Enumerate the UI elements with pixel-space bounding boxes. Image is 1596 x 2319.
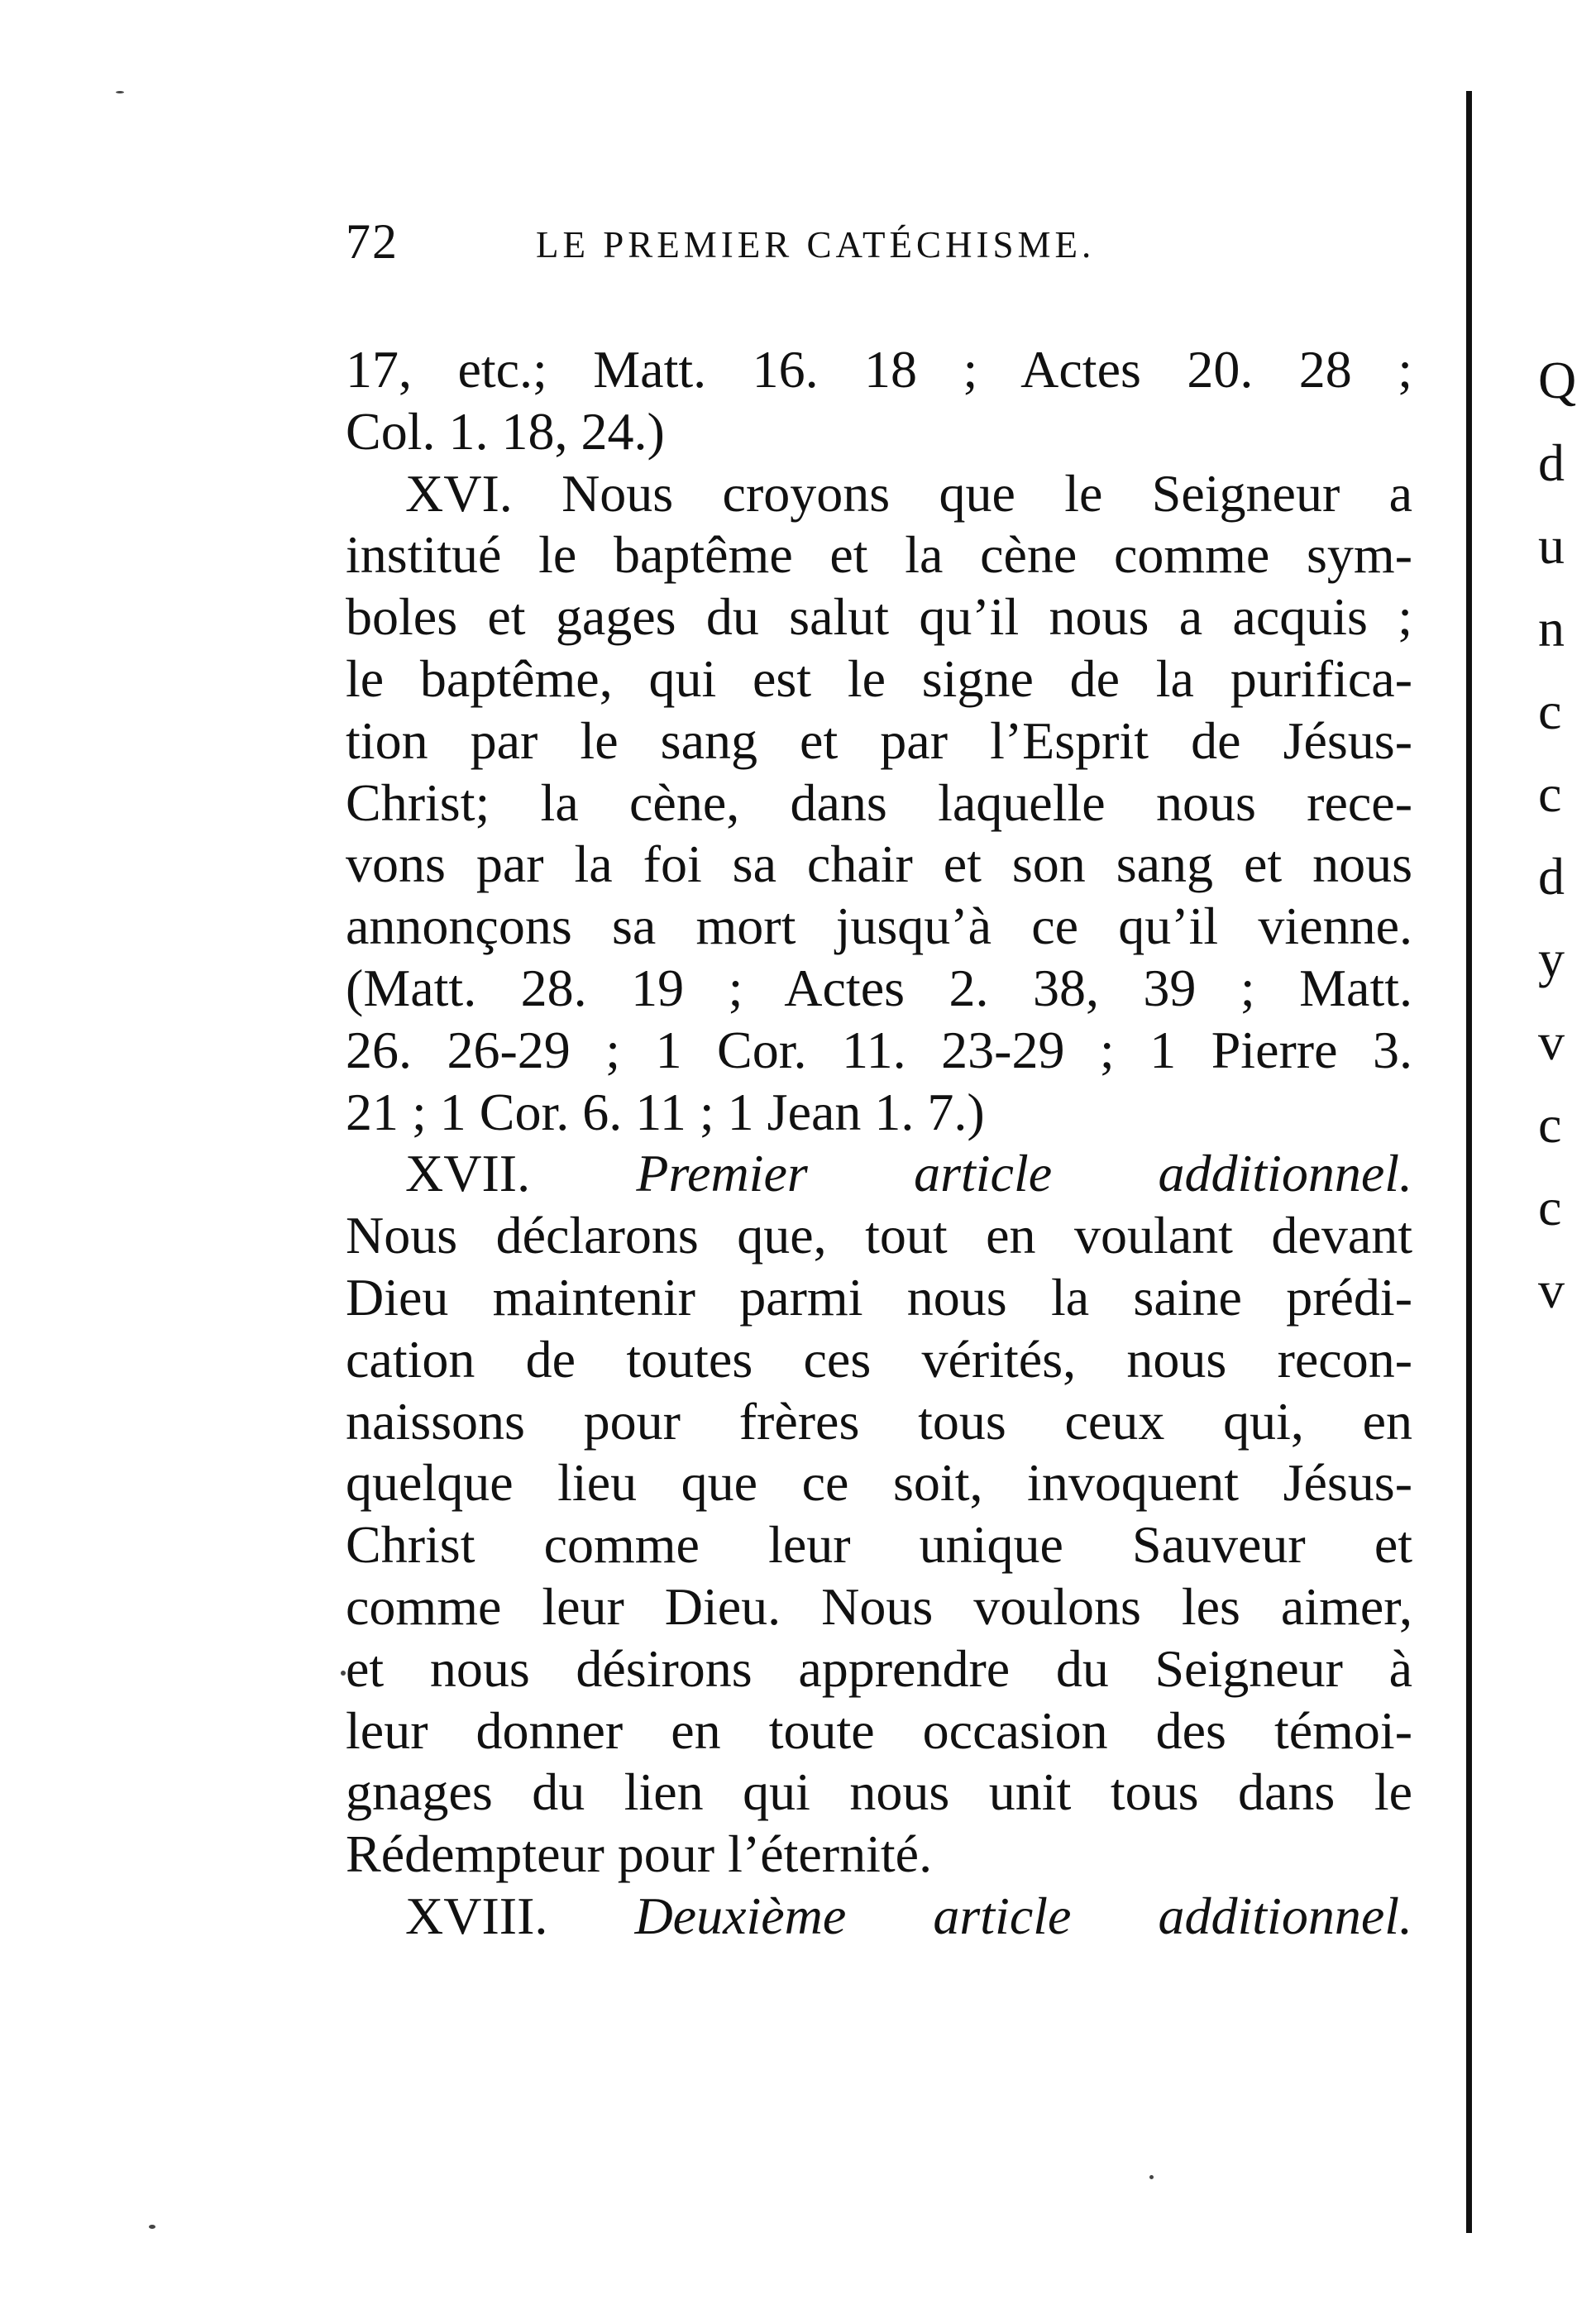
text-line: 21 ; 1 Cor. 6. 11 ; 1 Jean 1. 7.) — [346, 1082, 985, 1141]
text-line: le baptême, qui est le signe de la purifica- — [346, 648, 1412, 708]
text-line: et nous désirons apprendre du Seigneur à — [346, 1638, 1412, 1698]
text-line: vons par la foi sa chair et son sang et nous — [346, 834, 1412, 894]
text-line: Dieu maintenir parmi nous la saine prédi- — [346, 1267, 1412, 1327]
text-line: (Matt. 28. 19 ; Actes 2. 38, 39 ; Matt. — [346, 958, 1412, 1017]
text-line: boles et gages du salut qu’il nous a acquis ; — [346, 587, 1412, 647]
text-line: 17, etc.; Matt. 16. 18 ; Actes 20. 28 ; — [346, 340, 1412, 399]
text-line: institué le baptême et la cène comme sym- — [346, 525, 1412, 585]
edge-letter: c — [1538, 764, 1562, 823]
article-18-heading-line — [346, 1886, 1412, 1948]
text-line: XVI. Nous croyons que le Seigneur a — [405, 463, 1412, 523]
text-line: tion par le sang et par l’Esprit de Jésus- — [346, 710, 1412, 770]
text-line: leur donner en toute occasion des témoi- — [346, 1700, 1412, 1760]
edge-letter: n — [1538, 599, 1565, 657]
text-line: Col. 1. 18, 24.) — [346, 401, 665, 461]
text-line: Christ comme leur unique Sauveur et — [346, 1515, 1412, 1575]
gutter-rule — [1466, 91, 1472, 2233]
text-line: gnages du lien qui nous unit tous dans le — [346, 1762, 1412, 1822]
text-line: Nous déclarons que, tout en voulant devant — [346, 1206, 1412, 1265]
article-18-number: XVIII. — [405, 1886, 548, 1945]
edge-letter: Q — [1538, 351, 1577, 409]
facing-page-edge — [1538, 339, 1596, 1332]
text-line: naissons pour frères tous ceux qui, en — [346, 1391, 1412, 1451]
text-line: quelque lieu que ce soit, invoquent Jésus- — [346, 1453, 1412, 1513]
article-17-heading: Premier article additionnel. — [636, 1144, 1413, 1203]
edge-letter: c — [1538, 1095, 1562, 1154]
edge-letter: y — [1538, 930, 1565, 988]
page-number: 72 — [346, 214, 399, 269]
text-line: cation de toutes ces vérités, nous recon- — [346, 1329, 1412, 1389]
edge-letter: d — [1538, 433, 1565, 492]
edge-letter: c — [1538, 1178, 1562, 1236]
text-line: comme leur Dieu. Nous voulons les aimer, — [346, 1576, 1412, 1636]
speck — [341, 1671, 346, 1676]
speck — [116, 91, 124, 93]
page-header — [346, 213, 1421, 280]
article-17-heading-line — [346, 1143, 1412, 1205]
article-17-block — [346, 1205, 1412, 1886]
article-17-number: XVII. — [405, 1144, 531, 1203]
text-line: Christ; la cène, dans laquelle nous rece- — [346, 772, 1412, 832]
text-line: Rédempteur pour l’éternité. — [346, 1824, 933, 1884]
article-16-block — [346, 339, 1412, 1143]
edge-letter: d — [1538, 847, 1565, 906]
text-line: annonçons sa mort jusqu’à ce qu’il vienne. — [346, 897, 1412, 956]
edge-letter: v — [1538, 1260, 1565, 1319]
text-line: 26. 26-29 ; 1 Cor. 11. 23-29 ; 1 Pierre 3. — [346, 1020, 1412, 1079]
speck — [1149, 2175, 1154, 2179]
edge-letter: u — [1538, 516, 1565, 575]
article-18-heading: Deuxième article additionnel. — [634, 1886, 1412, 1945]
running-head: LE PREMIER CATÉCHISME. — [536, 224, 1096, 265]
body-text — [346, 339, 1412, 1948]
edge-letter: c — [1538, 681, 1562, 740]
edge-letter: v — [1538, 1012, 1565, 1071]
speck — [149, 2225, 155, 2229]
